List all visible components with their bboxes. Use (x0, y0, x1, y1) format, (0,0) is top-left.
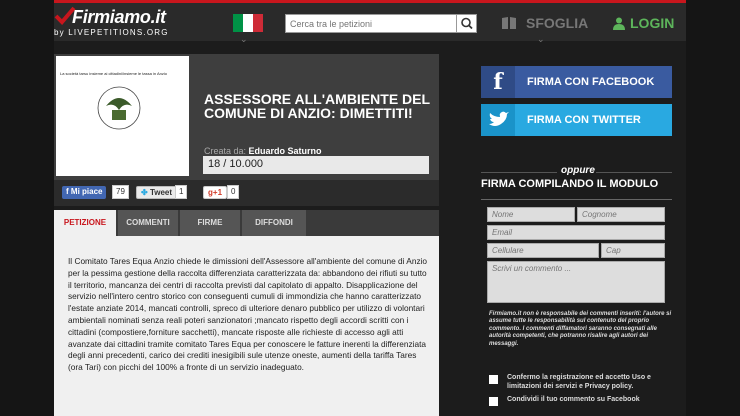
google-plus-button[interactable] (203, 186, 227, 199)
browse-label: SFOGLIA (526, 15, 589, 31)
share-facebook-checkbox[interactable] (489, 397, 498, 406)
tweet-label: Tweet (149, 188, 173, 197)
logo-byline: by LIVEPETITIONS.ORG (54, 28, 169, 37)
right-margin (686, 0, 740, 416)
petition-body (54, 236, 439, 416)
site-logo[interactable] (54, 6, 194, 40)
facebook-like-count: 79 (112, 185, 129, 199)
facebook-button-label: FIRMA CON FACEBOOK (527, 76, 655, 88)
left-margin (0, 0, 54, 416)
email-field[interactable] (487, 225, 665, 240)
tab-firme[interactable]: FIRME (180, 210, 240, 236)
divider (596, 172, 672, 173)
consent-label: Confermo la registrazione ed accetto Uso e limitazioni dei servizi e Privacy policy. (507, 374, 651, 390)
or-label: oppure (561, 165, 595, 176)
twitter-bird-icon (481, 104, 515, 136)
book-icon (501, 16, 517, 30)
comment-disclaimer: Firmiamo.it non è responsabile dei commenti inseriti: l'autore si assume tutte le responsabilità sul contenuto del proprio commento. I commenti diffamatori saranno consegnati alle autorità competenti, che potranno risalire agli autori dei messaggi. (489, 311, 672, 347)
login-label: LOGIN (630, 15, 675, 31)
tab-diffondi[interactable]: DIFFONDI (242, 210, 306, 236)
phone-field[interactable] (487, 243, 599, 258)
share-facebook-label: Condividi il tuo commento su Facebook (507, 396, 640, 403)
search-icon (457, 15, 477, 32)
chevron-down-icon: ⌄ (537, 34, 545, 44)
tweet-count: 1 (175, 185, 187, 199)
petition-text: Il Comitato Tares Equa Anzio chiede le dimissioni dell'Assessore all'ambiente del comune di Anzio per la pessima gestione della raccolta differenziata caratterizzata da: abbandono dei rifiuti su tutto il territorio, mancanza dei centri di raccolta previsti dal capitolato di appalto. Disapplicazione del servizio nell'intero centro storico con conseguenti cumuli di immondizia che hanno caratterizzato l'estate anziate 2014, mancati controlli, spreco di ulteriore denaro pubblico per utilizzo di volontari ambientali nominati senza reali poteri sanzionatori ;mancato rispetto degli accordi scritti con i cittadini (compostiere,forniture sacchetti), mancate risposte alle richieste di accesso agli atti avanzate dai cittadini tramite comitato Tares Equa per conoscere le fatture inerenti la differenziata degli anni precedenti, carico dei crediti inesigibili sule utenze oneste, aumenti della tariffa Tares (ora Tari) con picchi del 100% a fronte di un servizio inadeguato. (68, 256, 428, 373)
sign-with-twitter-button[interactable] (481, 104, 672, 136)
surname-field[interactable] (577, 207, 665, 222)
google-plus-icon: g (208, 188, 213, 197)
form-title: FIRMA COMPILANDO IL MODULO (481, 178, 659, 190)
logo-name: Firmiamo.it (72, 7, 166, 27)
facebook-like-label: Mi piace (70, 187, 103, 196)
twitter-bird-icon: ✤ (141, 188, 148, 197)
sign-form (481, 199, 672, 307)
search-input[interactable] (290, 17, 450, 31)
google-plus-label: +1 (212, 188, 223, 197)
sign-with-facebook-button[interactable] (481, 66, 672, 98)
language-flag-icon[interactable] (233, 14, 263, 32)
tab-commenti[interactable]: COMMENTI (118, 210, 178, 236)
comment-field[interactable] (487, 261, 665, 303)
twitter-button-label: FIRMA CON TWITTER (527, 114, 641, 126)
user-icon (613, 17, 625, 30)
petition-title: ASSESSORE ALL'AMBIENTE DEL COMUNE DI ANZIO: DIMETTITI! (204, 91, 430, 121)
created-by-label: Creata da: (204, 146, 247, 156)
chevron-down-icon: ⌄ (240, 34, 248, 44)
petition-tabs (54, 210, 439, 236)
committee-seal-icon (94, 84, 144, 132)
name-field[interactable] (487, 207, 575, 222)
search-box (285, 14, 477, 33)
petition-image (56, 56, 189, 176)
search-button[interactable] (456, 15, 476, 32)
petition-header (54, 54, 439, 180)
site-header (54, 3, 686, 44)
consent-checkbox[interactable] (489, 375, 498, 384)
social-share-bar (54, 180, 439, 206)
tab-petizione[interactable]: PETIZIONE (54, 210, 116, 236)
facebook-icon: f (481, 66, 515, 98)
petition-creator (204, 146, 322, 156)
divider (481, 172, 557, 173)
google-plus-count: 0 (227, 185, 239, 199)
facebook-like-button[interactable] (62, 186, 106, 199)
tweet-button[interactable] (136, 186, 177, 199)
zip-field[interactable] (601, 243, 665, 258)
facebook-icon: f (66, 187, 69, 196)
petition-image-caption: La società tarsu insieme ai cittadini/insieme le tassa in Anzio (60, 71, 167, 76)
creator-name[interactable]: Eduardo Saturno (248, 146, 322, 156)
signature-counter: 18 / 10.000 (203, 156, 429, 174)
